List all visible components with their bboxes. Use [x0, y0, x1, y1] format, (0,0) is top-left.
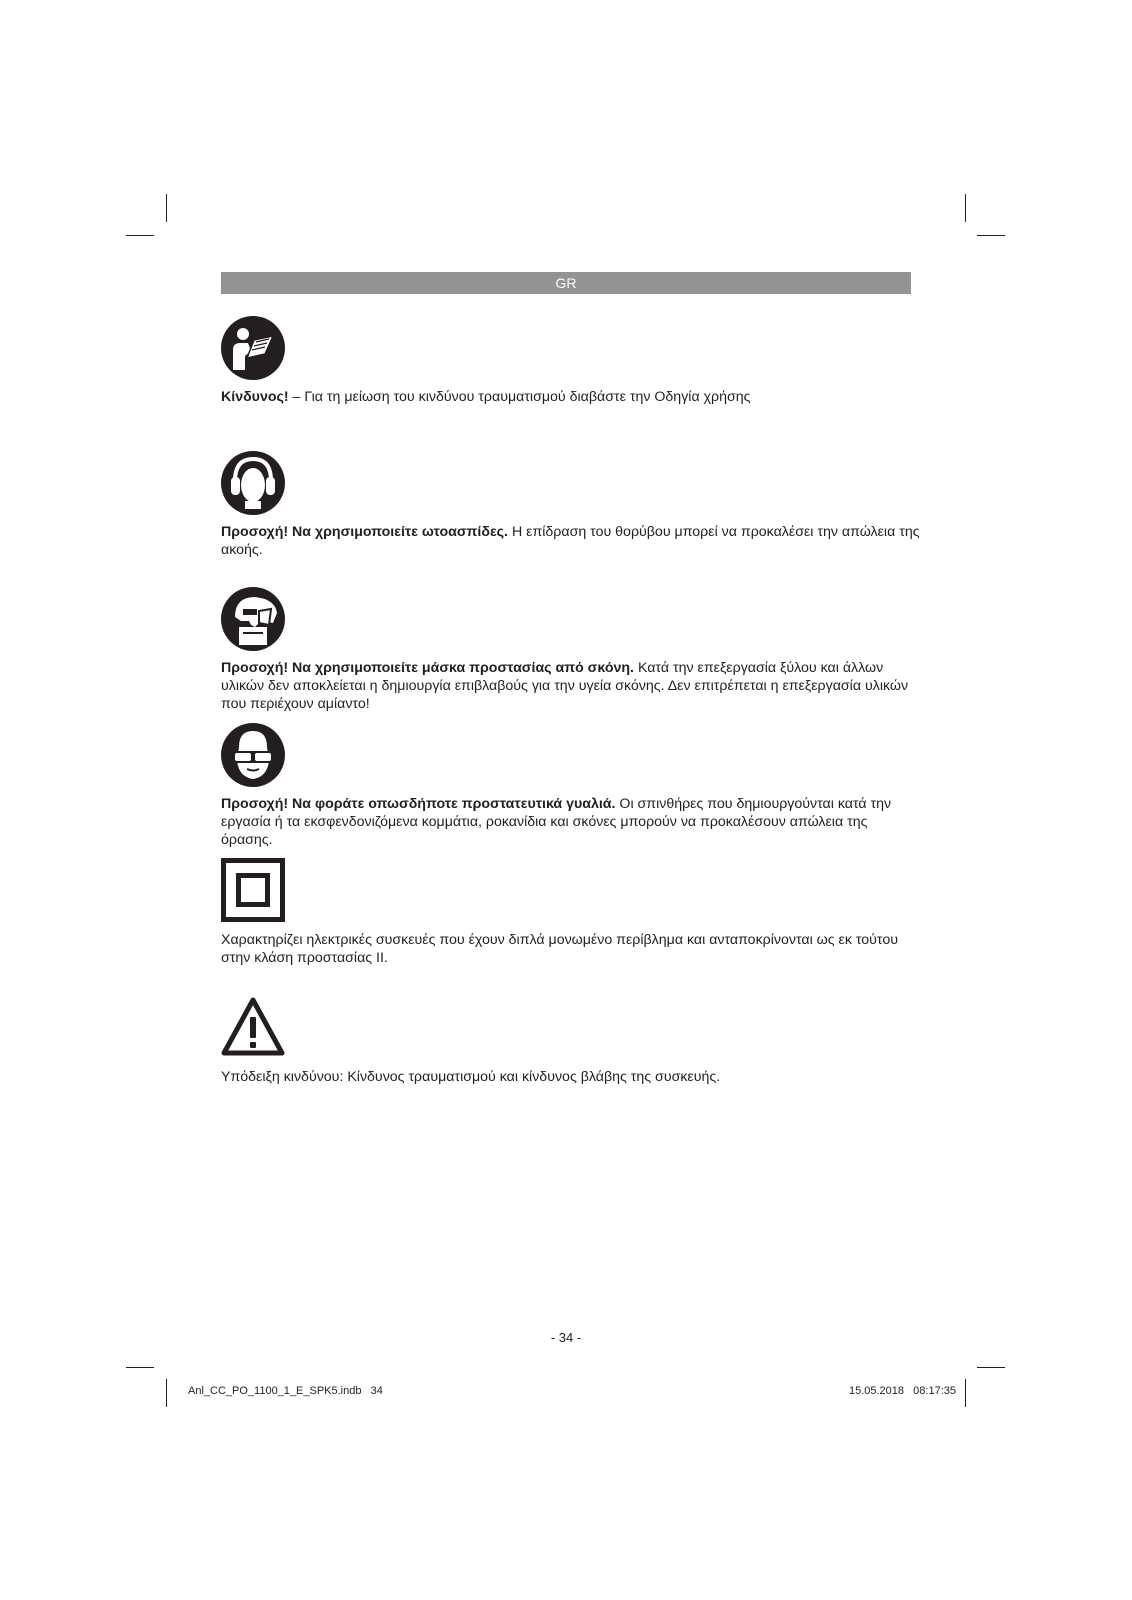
safety-goggles-icon: [221, 723, 285, 787]
protection-class-note: Χαρακτηρίζει ηλεκτρικές συσκευές που έχουν διπλά μονωμένο περίβλημα και ανταποκρίνονται ως εκ τούτου στην κλάση προστασίας II.: [221, 932, 898, 966]
crop-mark: [166, 194, 167, 222]
page-number: - 34 -: [550, 1330, 582, 1345]
dust-mask-warning: Προσοχή! Να χρησιμοποιείτε μάσκα προστασίας από σκόνη. Κατά την επεξεργασία ξύλου και άλλων υλικών δεν αποκλείεται η δημιουργία επιβλαβούς για την υγεία σκόνης. Δεν επιτρέπεται η επεξεργασία υλικών που περιέχουν αμίαντο!: [221, 660, 909, 712]
crop-mark: [965, 1379, 966, 1407]
crop-mark: [126, 235, 154, 236]
crop-mark: [166, 1379, 167, 1407]
read-manual-warning: Κίνδυνος! – Για τη μείωση του κινδύνου τραυματισμού διαβάστε την Οδηγία χρήσης: [221, 389, 751, 405]
warning-triangle-icon: [221, 995, 285, 1059]
safety-goggles-warning: Προσοχή! Να φοράτε οπωσδήποτε προστατευτικά γυαλιά. Οι σπινθήρες που δημιουργούνται κατά την εργασία ή τα εκσφενδονιζόμενα κομμάτια, ροκανίδια και σκόνες μπορούν να προκαλέσουν απώλεια της όρασης.: [221, 796, 892, 848]
crop-mark: [126, 1367, 154, 1368]
ear-protection-icon: [221, 451, 285, 515]
language-header-bar: [221, 272, 911, 294]
footer-timestamp: 15.05.2018 08:17:35: [848, 1385, 956, 1397]
crop-mark: [965, 194, 966, 222]
language-code: GR: [555, 275, 577, 291]
crop-mark: [977, 235, 1005, 236]
read-manual-icon: [221, 316, 285, 380]
crop-mark: [977, 1367, 1005, 1368]
ear-protection-warning: Προσοχή! Να χρησιμοποιείτε ωτοασπίδες. Η επίδραση του θορύβου μπορεί να προκαλέσει την απώλεια της ακοής.: [221, 524, 920, 558]
protection-class-ii-icon: [221, 858, 285, 922]
dust-mask-icon: [221, 587, 285, 651]
hazard-note: Υπόδειξη κινδύνου: Κίνδυνος τραυματισμού και κίνδυνος βλάβης της συσκευής.: [221, 1069, 721, 1085]
footer-file-name: Anl_CC_PO_1100_1_E_SPK5.indb 34: [188, 1385, 383, 1397]
